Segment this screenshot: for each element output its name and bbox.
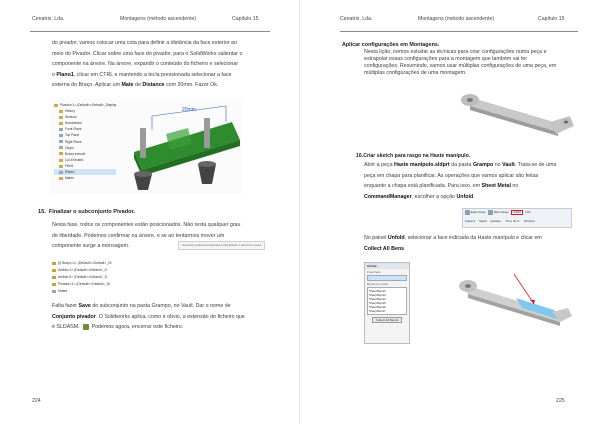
- paragraph-unfold-panel: No painel Unfold, selecionar a face indicada da Haste manípulo e clicar em Collect All Bens: [364, 235, 542, 252]
- bend-item: SharpBend3: [369, 293, 386, 297]
- toolbar-miter-flange[interactable]: Miter Flange: [493, 211, 509, 215]
- header-rule: [30, 31, 270, 32]
- section-15-title: 15. Finalizar o subconjunto Pivador.: [38, 209, 135, 215]
- paragraph-save: Falta fazer Save do subconjunto na pasta Grampo, no Vault. Dar o nome de Conjunto pivador. O Solidworks aplica, como é obvio, a extensão do ficheiro que é SLDASM. Podemos agora, encerrar este ficheiro.: [52, 303, 245, 331]
- intro-title: Aplicar configurações em Montagens.: [342, 42, 440, 48]
- fixed-face-label: Fixed face: [367, 270, 381, 274]
- intro-paragraph: Nesta lição, iremos estudar as técnicas para criar configurações numa peça e estrapolar essas configurações para a montagem que também vai ter configurações. Resumindo, vamos usar múltiplas configurações de uma peça, em múltiplas configurações de uma montagem.: [364, 49, 557, 76]
- paragraph-distance-mate: do pivador, vamos colocar uma cota para definir a distância da face exterior ao meio do Pivador. Clicar sobre uma face do pivador, para o SolidWorks salientar o componente na árvore. Na árvore, expandir o conteúdo do ficheiro e selecionar o Plano1, clicar em CTRL e mantendo a tecla pressionada selecionar a face externa do Braço. Aplicar um Mate de Distance com 20mm. Fazer Ok.: [52, 40, 243, 89]
- bends-label: Bends to unfold: [367, 282, 388, 286]
- haste-highlighted-face: [456, 262, 574, 338]
- page-number: 224: [32, 398, 41, 404]
- tab-evaluate[interactable]: Evaluate: [490, 220, 501, 223]
- paragraph-degrees-freedom: Nesta fase, todos os componentes estão posicionados. Não resta qualquer grau de liberdade. Podemos confirmar na árvore, e se ao tentarmos mover um componente surge a mensagem.: [52, 222, 241, 250]
- header-title: Montagens (método ascendente): [120, 16, 197, 22]
- header-author: Cenatrix, Lda.: [32, 16, 65, 22]
- section-16-title: 16.Criar sketch para rasgo na Haste manípulo.: [356, 153, 471, 159]
- header-title: Montagens (método ascendente): [418, 16, 495, 22]
- miter-flange-icon: [488, 210, 493, 215]
- tab-dimxpert[interactable]: DimXpert: [524, 220, 535, 223]
- paragraph-open-part: Abrir a peça Haste manipulo.sldprt da pasta Grampo no Vault. Trata-se de uma peça em chapa para planificar. As operações que vamos aplicar são feitas enquanto a chapa está planificada. Para isso, em Sheet Metal no CommandManager, escolher a opção Unfold.: [364, 162, 557, 200]
- toolbar-edge-flange[interactable]: Edge Flange: [470, 211, 486, 215]
- bend-item: SharpBend4: [369, 297, 386, 301]
- feature-tree: Pivador<1> (Default<<Default>_Display History Sensors Annotations Front Plane Top Plane Right Plane Origin Bossa extrude Cut-Extrude1 Fillet1 Plane1 Mates: [54, 102, 116, 181]
- header-rule: [340, 31, 578, 32]
- header-author: Cenatrix, Lda.: [340, 16, 373, 22]
- tab-sheet-metal[interactable]: Sheet Metal: [505, 220, 520, 223]
- header-chapter: Capítulo 15: [232, 16, 259, 22]
- toolbar-unfold[interactable]: Unfold: [513, 211, 521, 215]
- toolbar-fold[interactable]: Fold: [525, 211, 531, 215]
- figure-pivador-assembly: [50, 98, 242, 194]
- bend-item: SharpBend2: [369, 289, 386, 293]
- header-chapter: Capítulo 15: [538, 16, 565, 22]
- sheet-metal-toolbar: [462, 208, 572, 228]
- bend-item: SharpBend5: [369, 301, 386, 305]
- fully-defined-message: Incorrectly positioned component is fully defined. It cannot be moved.: [178, 241, 265, 250]
- assembly-icon: [83, 324, 89, 330]
- bend-item: SharpBend6: [369, 305, 386, 309]
- dimension-tag: 20mm: [182, 107, 196, 113]
- tab-features[interactable]: Features: [465, 220, 476, 223]
- haste-manipulo-part: [458, 82, 578, 142]
- edge-flange-icon: [465, 210, 470, 215]
- unfold-panel-title: Unfold: [365, 263, 409, 269]
- right-page: [300, 0, 600, 424]
- bends-list[interactable]: [367, 287, 407, 315]
- assembly-tree: (f) Braço<1> (Default<<Default>_Di Anilha<1> (Default<<Default>_D Anilha<2> (Default<<Default>_D Pivador<1> (Default<<Default>_Di Mates: [52, 260, 111, 295]
- collect-all-bends-button[interactable]: Collect All Bends: [372, 317, 402, 323]
- bend-item: SharpBend7: [369, 309, 386, 313]
- tab-sketch[interactable]: Sketch: [478, 220, 487, 223]
- pivador-3d-model: [122, 100, 242, 192]
- page-number: 225: [556, 398, 565, 404]
- unfold-panel: [364, 262, 410, 344]
